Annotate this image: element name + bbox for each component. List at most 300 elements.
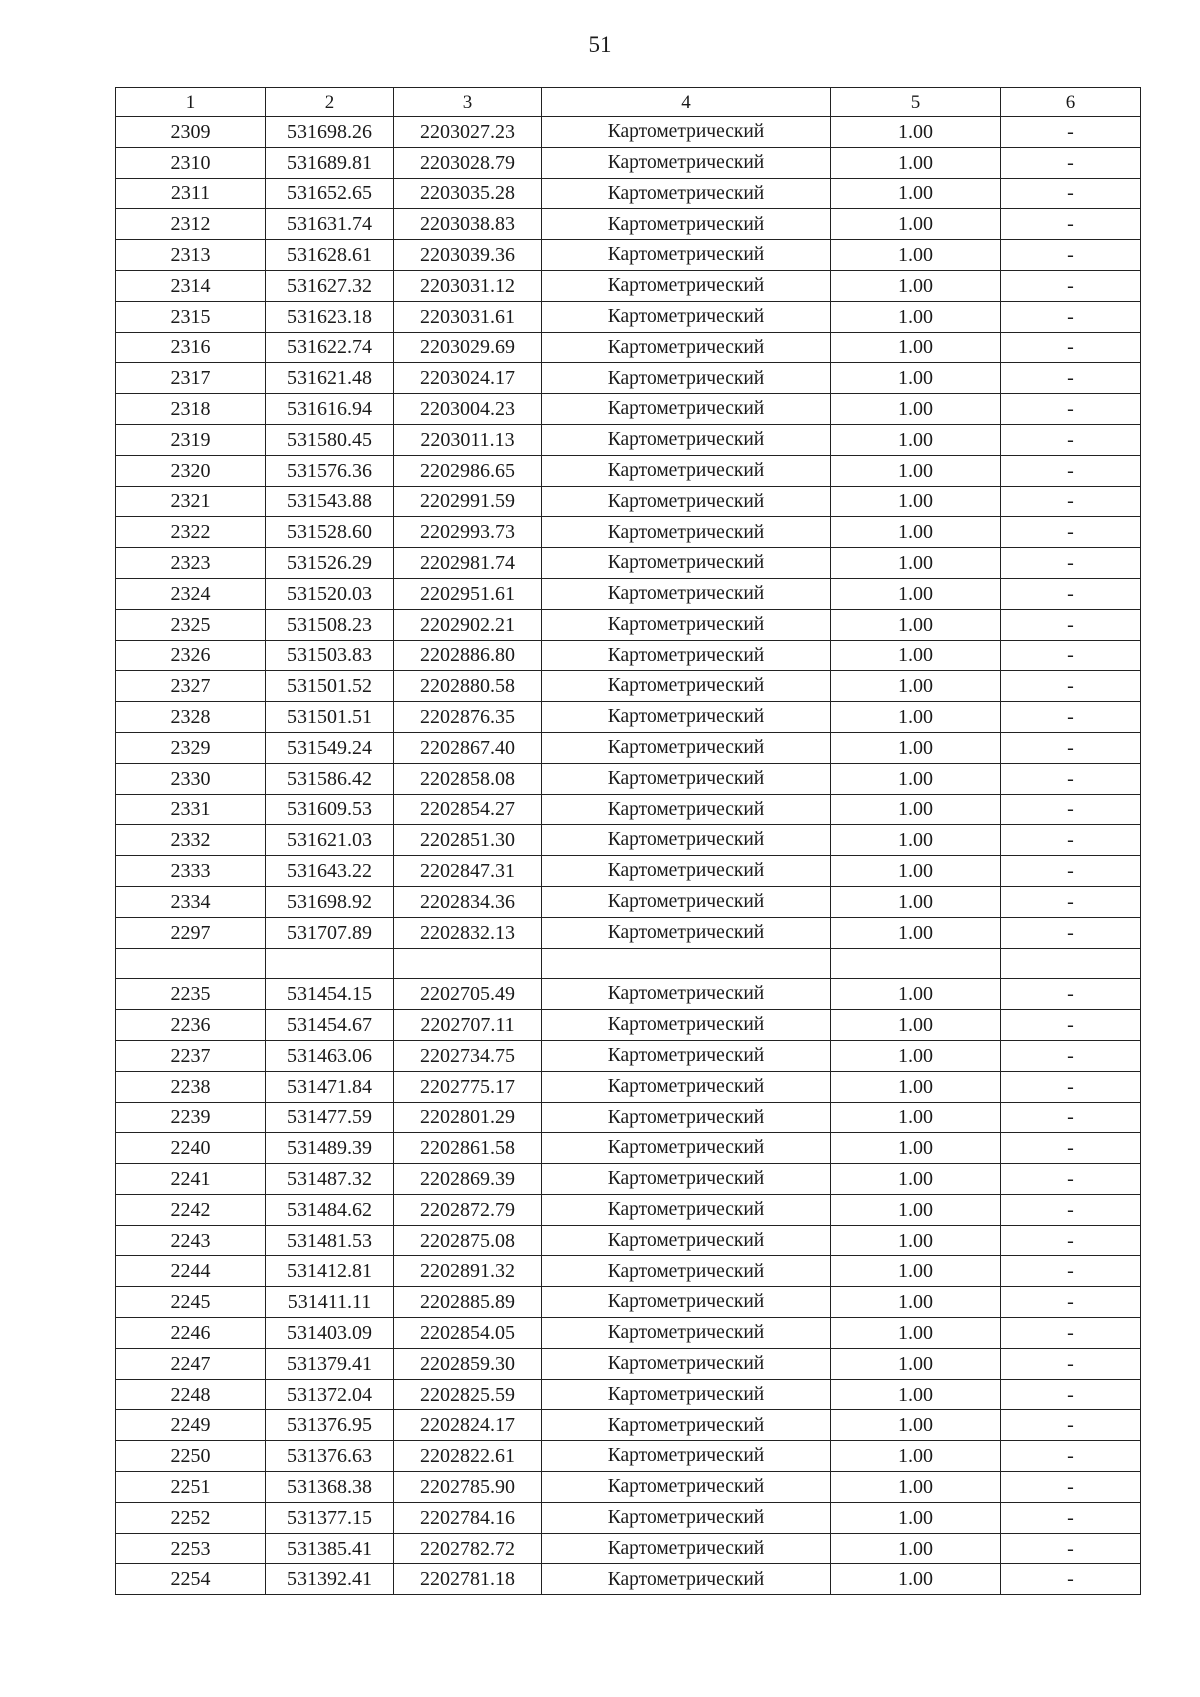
table-row [116, 1348, 1141, 1379]
header-col-5: 5 [831, 88, 1001, 117]
cell-accuracy: 1.00 [831, 1472, 1001, 1503]
cell-note: - [1001, 702, 1141, 733]
cell-point-number: 2312 [116, 209, 266, 240]
cell-note: - [1001, 1410, 1141, 1441]
cell-y-coordinate: 2202858.08 [394, 763, 542, 794]
cell-note: - [1001, 1102, 1141, 1133]
cell-note: - [1001, 117, 1141, 148]
cell-point-number: 2236 [116, 1010, 266, 1041]
cell-note: - [1001, 1318, 1141, 1349]
cell-accuracy: 1.00 [831, 147, 1001, 178]
cell-point-number: 2252 [116, 1502, 266, 1533]
cell-point-number: 2324 [116, 578, 266, 609]
cell-x-coordinate: 531463.06 [266, 1040, 394, 1071]
cell-x-coordinate: 531379.41 [266, 1348, 394, 1379]
cell-note: - [1001, 886, 1141, 917]
cell-y-coordinate: 2202832.13 [394, 917, 542, 948]
table-row [116, 1040, 1141, 1071]
table-row [116, 424, 1141, 455]
cell-x-coordinate: 531549.24 [266, 732, 394, 763]
cell-accuracy: 1.00 [831, 1348, 1001, 1379]
cell-accuracy: 1.00 [831, 1164, 1001, 1195]
cell-note: - [1001, 394, 1141, 425]
cell-note: - [1001, 1441, 1141, 1472]
cell-accuracy: 1.00 [831, 732, 1001, 763]
header-col-1: 1 [116, 88, 266, 117]
cell-note: - [1001, 1010, 1141, 1041]
cell-x-coordinate: 531643.22 [266, 856, 394, 887]
table-row [116, 794, 1141, 825]
cell-y-coordinate: 2202891.32 [394, 1256, 542, 1287]
cell-method: Картометрический [542, 1225, 831, 1256]
cell-y-coordinate: 2202902.21 [394, 609, 542, 640]
cell-point-number: 2319 [116, 424, 266, 455]
cell-x-coordinate: 531392.41 [266, 1564, 394, 1595]
cell-accuracy: 1.00 [831, 1133, 1001, 1164]
cell-y-coordinate: 2202705.49 [394, 979, 542, 1010]
cell-point-number: 2315 [116, 301, 266, 332]
cell-point-number: 2321 [116, 486, 266, 517]
cell-accuracy: 1.00 [831, 1102, 1001, 1133]
cell-method: Картометрический [542, 917, 831, 948]
cell-method: Картометрический [542, 301, 831, 332]
cell-y-coordinate: 2203035.28 [394, 178, 542, 209]
cell-x-coordinate: 531471.84 [266, 1071, 394, 1102]
cell-note: - [1001, 671, 1141, 702]
cell-method: Картометрический [542, 763, 831, 794]
table-row [116, 1010, 1141, 1041]
table-row [116, 825, 1141, 856]
cell-accuracy: 1.00 [831, 1194, 1001, 1225]
cell-note: - [1001, 1164, 1141, 1195]
cell-method: Картометрический [542, 1287, 831, 1318]
cell-accuracy: 1.00 [831, 394, 1001, 425]
table-row [116, 917, 1141, 948]
cell-point-number: 2311 [116, 178, 266, 209]
cell-note: - [1001, 1533, 1141, 1564]
cell-point-number: 2322 [116, 517, 266, 548]
cell-x-coordinate [266, 948, 394, 979]
cell-method: Картометрический [542, 240, 831, 271]
table-row [116, 702, 1141, 733]
cell-note: - [1001, 640, 1141, 671]
table-body [116, 117, 1141, 1595]
header-col-4: 4 [542, 88, 831, 117]
cell-y-coordinate: 2202872.79 [394, 1194, 542, 1225]
cell-point-number: 2333 [116, 856, 266, 887]
cell-note: - [1001, 424, 1141, 455]
table-row [116, 548, 1141, 579]
cell-y-coordinate: 2202886.80 [394, 640, 542, 671]
cell-method: Картометрический [542, 394, 831, 425]
cell-method: Картометрический [542, 1379, 831, 1410]
cell-y-coordinate: 2202880.58 [394, 671, 542, 702]
table-row [116, 856, 1141, 887]
table-row [116, 363, 1141, 394]
cell-accuracy: 1.00 [831, 794, 1001, 825]
cell-method: Картометрический [542, 1533, 831, 1564]
cell-accuracy: 1.00 [831, 1564, 1001, 1595]
cell-y-coordinate: 2202734.75 [394, 1040, 542, 1071]
cell-point-number: 2250 [116, 1441, 266, 1472]
cell-method: Картометрический [542, 578, 831, 609]
cell-point-number: 2249 [116, 1410, 266, 1441]
cell-accuracy: 1.00 [831, 1040, 1001, 1071]
cell-y-coordinate: 2202869.39 [394, 1164, 542, 1195]
table-row [116, 1533, 1141, 1564]
cell-point-number: 2254 [116, 1564, 266, 1595]
cell-method: Картометрический [542, 1348, 831, 1379]
cell-point-number: 2332 [116, 825, 266, 856]
table-row [116, 301, 1141, 332]
table-row [116, 1564, 1141, 1595]
cell-x-coordinate: 531623.18 [266, 301, 394, 332]
cell-point-number: 2242 [116, 1194, 266, 1225]
cell-method: Картометрический [542, 486, 831, 517]
cell-note: - [1001, 1472, 1141, 1503]
cell-method: Картометрический [542, 1071, 831, 1102]
cell-point-number: 2318 [116, 394, 266, 425]
cell-point-number: 2317 [116, 363, 266, 394]
cell-y-coordinate: 2203031.61 [394, 301, 542, 332]
cell-method: Картометрический [542, 1564, 831, 1595]
cell-note: - [1001, 301, 1141, 332]
cell-point-number: 2334 [116, 886, 266, 917]
cell-note: - [1001, 486, 1141, 517]
table-row [116, 1071, 1141, 1102]
cell-y-coordinate: 2203029.69 [394, 332, 542, 363]
cell-accuracy: 1.00 [831, 1441, 1001, 1472]
table-row [116, 1379, 1141, 1410]
cell-point-number: 2240 [116, 1133, 266, 1164]
cell-accuracy: 1.00 [831, 886, 1001, 917]
cell-x-coordinate: 531487.32 [266, 1164, 394, 1195]
cell-y-coordinate: 2203038.83 [394, 209, 542, 240]
cell-accuracy: 1.00 [831, 548, 1001, 579]
cell-method: Картометрический [542, 1472, 831, 1503]
cell-method: Картометрический [542, 1318, 831, 1349]
cell-y-coordinate: 2202854.05 [394, 1318, 542, 1349]
cell-y-coordinate: 2202707.11 [394, 1010, 542, 1041]
cell-note: - [1001, 1040, 1141, 1071]
cell-method: Картометрический [542, 117, 831, 148]
cell-y-coordinate: 2203011.13 [394, 424, 542, 455]
cell-point-number: 2316 [116, 332, 266, 363]
cell-note: - [1001, 794, 1141, 825]
cell-accuracy: 1.00 [831, 825, 1001, 856]
cell-x-coordinate: 531543.88 [266, 486, 394, 517]
cell-point-number: 2239 [116, 1102, 266, 1133]
table-row [116, 1318, 1141, 1349]
cell-accuracy: 1.00 [831, 1287, 1001, 1318]
cell-note: - [1001, 270, 1141, 301]
cell-y-coordinate: 2202861.58 [394, 1133, 542, 1164]
cell-y-coordinate: 2202824.17 [394, 1410, 542, 1441]
cell-point-number: 2251 [116, 1472, 266, 1503]
cell-method: Картометрический [542, 609, 831, 640]
cell-point-number: 2237 [116, 1040, 266, 1071]
cell-note [1001, 948, 1141, 979]
cell-accuracy: 1.00 [831, 1318, 1001, 1349]
table-row [116, 270, 1141, 301]
table-row [116, 763, 1141, 794]
cell-point-number: 2238 [116, 1071, 266, 1102]
cell-note: - [1001, 147, 1141, 178]
header-col-3: 3 [394, 88, 542, 117]
cell-note: - [1001, 578, 1141, 609]
cell-y-coordinate: 2202859.30 [394, 1348, 542, 1379]
cell-accuracy: 1.00 [831, 671, 1001, 702]
cell-note: - [1001, 1071, 1141, 1102]
cell-method: Картометрический [542, 1194, 831, 1225]
cell-point-number: 2314 [116, 270, 266, 301]
cell-note: - [1001, 332, 1141, 363]
cell-method: Картометрический [542, 702, 831, 733]
cell-y-coordinate: 2202875.08 [394, 1225, 542, 1256]
cell-accuracy: 1.00 [831, 917, 1001, 948]
cell-y-coordinate: 2203028.79 [394, 147, 542, 178]
cell-method: Картометрический [542, 178, 831, 209]
table-row [116, 486, 1141, 517]
cell-y-coordinate: 2202775.17 [394, 1071, 542, 1102]
table-row [116, 578, 1141, 609]
cell-x-coordinate: 531477.59 [266, 1102, 394, 1133]
table-row [116, 671, 1141, 702]
cell-x-coordinate: 531580.45 [266, 424, 394, 455]
cell-method: Картометрический [542, 1010, 831, 1041]
cell-note: - [1001, 1225, 1141, 1256]
cell-point-number: 2331 [116, 794, 266, 825]
cell-method: Картометрический [542, 979, 831, 1010]
cell-y-coordinate: 2202781.18 [394, 1564, 542, 1595]
table-row [116, 886, 1141, 917]
cell-method: Картометрический [542, 363, 831, 394]
table-row [116, 1225, 1141, 1256]
cell-accuracy: 1.00 [831, 763, 1001, 794]
header-col-6: 6 [1001, 88, 1141, 117]
cell-x-coordinate: 531621.03 [266, 825, 394, 856]
cell-accuracy: 1.00 [831, 1533, 1001, 1564]
cell-accuracy: 1.00 [831, 363, 1001, 394]
cell-y-coordinate: 2202981.74 [394, 548, 542, 579]
table-header [116, 88, 1141, 117]
cell-x-coordinate: 531698.92 [266, 886, 394, 917]
cell-point-number: 2330 [116, 763, 266, 794]
header-row [116, 88, 1141, 117]
cell-accuracy: 1.00 [831, 609, 1001, 640]
cell-point-number: 2246 [116, 1318, 266, 1349]
cell-accuracy: 1.00 [831, 1379, 1001, 1410]
cell-x-coordinate: 531520.03 [266, 578, 394, 609]
cell-point-number: 2313 [116, 240, 266, 271]
cell-x-coordinate: 531368.38 [266, 1472, 394, 1503]
table-row [116, 1194, 1141, 1225]
cell-x-coordinate: 531508.23 [266, 609, 394, 640]
cell-x-coordinate: 531698.26 [266, 117, 394, 148]
cell-accuracy: 1.00 [831, 517, 1001, 548]
cell-method: Картометрический [542, 1502, 831, 1533]
cell-accuracy: 1.00 [831, 178, 1001, 209]
cell-x-coordinate: 531501.52 [266, 671, 394, 702]
table-row [116, 1256, 1141, 1287]
cell-method: Картометрический [542, 1102, 831, 1133]
table-row [116, 178, 1141, 209]
cell-method: Картометрический [542, 1410, 831, 1441]
cell-note: - [1001, 455, 1141, 486]
cell-y-coordinate: 2203024.17 [394, 363, 542, 394]
cell-method: Картометрический [542, 1441, 831, 1472]
cell-note: - [1001, 1133, 1141, 1164]
cell-x-coordinate: 531372.04 [266, 1379, 394, 1410]
table-row [116, 394, 1141, 425]
cell-accuracy: 1.00 [831, 640, 1001, 671]
cell-note: - [1001, 240, 1141, 271]
cell-accuracy: 1.00 [831, 240, 1001, 271]
cell-point-number: 2326 [116, 640, 266, 671]
cell-x-coordinate: 531631.74 [266, 209, 394, 240]
cell-x-coordinate: 531528.60 [266, 517, 394, 548]
cell-x-coordinate: 531503.83 [266, 640, 394, 671]
cell-method: Картометрический [542, 517, 831, 548]
cell-y-coordinate: 2202885.89 [394, 1287, 542, 1318]
cell-x-coordinate: 531376.63 [266, 1441, 394, 1472]
table-row [116, 117, 1141, 148]
cell-y-coordinate: 2202876.35 [394, 702, 542, 733]
cell-y-coordinate: 2202834.36 [394, 886, 542, 917]
cell-point-number: 2297 [116, 917, 266, 948]
cell-x-coordinate: 531576.36 [266, 455, 394, 486]
cell-accuracy: 1.00 [831, 1256, 1001, 1287]
cell-x-coordinate: 531501.51 [266, 702, 394, 733]
cell-note: - [1001, 1256, 1141, 1287]
table-row [116, 732, 1141, 763]
cell-y-coordinate: 2203039.36 [394, 240, 542, 271]
cell-y-coordinate: 2202851.30 [394, 825, 542, 856]
cell-x-coordinate: 531385.41 [266, 1533, 394, 1564]
cell-point-number: 2253 [116, 1533, 266, 1564]
cell-accuracy: 1.00 [831, 209, 1001, 240]
cell-y-coordinate: 2203027.23 [394, 117, 542, 148]
cell-accuracy: 1.00 [831, 301, 1001, 332]
cell-y-coordinate: 2202951.61 [394, 578, 542, 609]
cell-x-coordinate: 531622.74 [266, 332, 394, 363]
cell-method: Картометрический [542, 732, 831, 763]
cell-accuracy: 1.00 [831, 270, 1001, 301]
cell-method: Картометрический [542, 1256, 831, 1287]
table-row [116, 1472, 1141, 1503]
cell-x-coordinate: 531412.81 [266, 1256, 394, 1287]
cell-accuracy: 1.00 [831, 455, 1001, 486]
cell-note: - [1001, 363, 1141, 394]
cell-accuracy: 1.00 [831, 979, 1001, 1010]
cell-method: Картометрический [542, 640, 831, 671]
header-col-2: 2 [266, 88, 394, 117]
cell-accuracy: 1.00 [831, 1071, 1001, 1102]
cell-method: Картометрический [542, 209, 831, 240]
cell-y-coordinate: 2202991.59 [394, 486, 542, 517]
cell-method: Картометрический [542, 455, 831, 486]
cell-point-number: 2329 [116, 732, 266, 763]
cell-point-number: 2310 [116, 147, 266, 178]
cell-method: Картометрический [542, 270, 831, 301]
cell-x-coordinate: 531411.11 [266, 1287, 394, 1318]
cell-point-number: 2235 [116, 979, 266, 1010]
table-row [116, 1164, 1141, 1195]
cell-note: - [1001, 1348, 1141, 1379]
cell-note: - [1001, 917, 1141, 948]
cell-y-coordinate: 2202825.59 [394, 1379, 542, 1410]
cell-point-number: 2245 [116, 1287, 266, 1318]
table-row [116, 1410, 1141, 1441]
cell-method: Картометрический [542, 825, 831, 856]
cell-x-coordinate: 531526.29 [266, 548, 394, 579]
cell-point-number: 2244 [116, 1256, 266, 1287]
cell-y-coordinate: 2202867.40 [394, 732, 542, 763]
cell-y-coordinate: 2202785.90 [394, 1472, 542, 1503]
cell-y-coordinate: 2202782.72 [394, 1533, 542, 1564]
table-row [116, 147, 1141, 178]
table-row [116, 517, 1141, 548]
cell-note: - [1001, 763, 1141, 794]
cell-method: Картометрический [542, 1133, 831, 1164]
cell-x-coordinate: 531616.94 [266, 394, 394, 425]
cell-x-coordinate: 531481.53 [266, 1225, 394, 1256]
cell-method [542, 948, 831, 979]
cell-note: - [1001, 1379, 1141, 1410]
table-row [116, 609, 1141, 640]
table-row [116, 240, 1141, 271]
page-number: 51 [588, 32, 612, 57]
cell-x-coordinate: 531484.62 [266, 1194, 394, 1225]
cell-y-coordinate: 2202993.73 [394, 517, 542, 548]
cell-x-coordinate: 531609.53 [266, 794, 394, 825]
cell-accuracy: 1.00 [831, 332, 1001, 363]
table-row [116, 640, 1141, 671]
cell-point-number: 2325 [116, 609, 266, 640]
cell-point-number: 2241 [116, 1164, 266, 1195]
cell-y-coordinate: 2203004.23 [394, 394, 542, 425]
cell-note: - [1001, 209, 1141, 240]
cell-note: - [1001, 517, 1141, 548]
table-row [116, 455, 1141, 486]
cell-x-coordinate: 531586.42 [266, 763, 394, 794]
cell-accuracy: 1.00 [831, 424, 1001, 455]
cell-note: - [1001, 732, 1141, 763]
cell-accuracy: 1.00 [831, 1410, 1001, 1441]
table-row [116, 1441, 1141, 1472]
table-row [116, 1502, 1141, 1533]
cell-y-coordinate: 2202822.61 [394, 1441, 542, 1472]
cell-point-number: 2247 [116, 1348, 266, 1379]
cell-method: Картометрический [542, 548, 831, 579]
cell-x-coordinate: 531403.09 [266, 1318, 394, 1349]
cell-accuracy: 1.00 [831, 117, 1001, 148]
cell-point-number: 2243 [116, 1225, 266, 1256]
cell-y-coordinate: 2202854.27 [394, 794, 542, 825]
cell-x-coordinate: 531489.39 [266, 1133, 394, 1164]
cell-note: - [1001, 548, 1141, 579]
cell-x-coordinate: 531652.65 [266, 178, 394, 209]
table-row [116, 209, 1141, 240]
cell-point-number: 2328 [116, 702, 266, 733]
cell-accuracy [831, 948, 1001, 979]
cell-accuracy: 1.00 [831, 702, 1001, 733]
cell-note: - [1001, 1502, 1141, 1533]
table-row [116, 332, 1141, 363]
cell-x-coordinate: 531377.15 [266, 1502, 394, 1533]
cell-note: - [1001, 178, 1141, 209]
cell-x-coordinate: 531376.95 [266, 1410, 394, 1441]
